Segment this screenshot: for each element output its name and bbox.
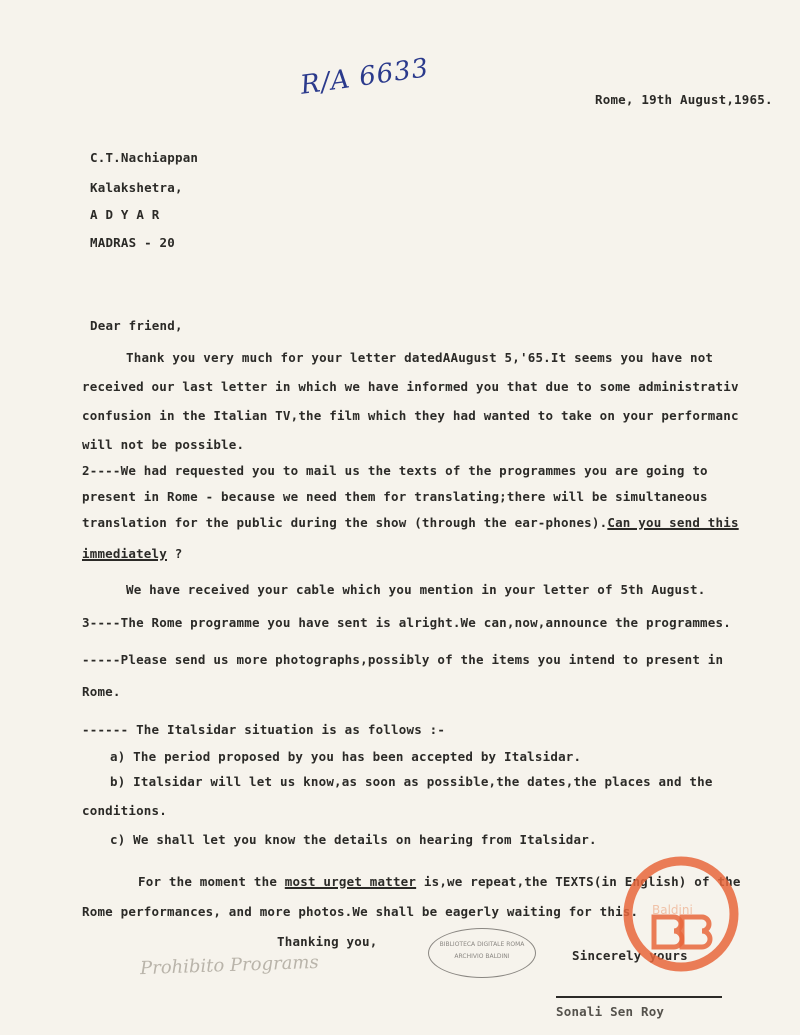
italsidar-intro: ------ The Italsidar situation is as follows :-	[82, 722, 446, 737]
signature-name: Sonali Sen Roy	[556, 1004, 665, 1019]
para2-line-1: 2----We had requested you to mail us the texts of the programmes you are going to	[82, 463, 708, 478]
para2-line-4	[82, 546, 182, 561]
address-line-1: C.T.Nachiappan	[90, 150, 199, 165]
baldini-logo-text: Baldini	[652, 903, 693, 917]
salutation: Dear friend,	[90, 318, 183, 333]
para7-line-1c: is,we repeat,the TEXTS(in English) of the	[416, 874, 741, 889]
para1-line-3: confusion in the Italian TV,the film which they had wanted to take on your performanc	[82, 408, 739, 423]
item-c: c) We shall let you know the details on hearing from Italsidar.	[110, 832, 597, 847]
para2-line-4b: ?	[166, 546, 183, 561]
para1-line-2: received our last letter in which we have informed you that due to some administrativ	[82, 379, 739, 394]
item-b-line-2: conditions.	[82, 803, 167, 818]
para1-line-4: will not be possible.	[82, 437, 245, 452]
address-line-2: Kalakshetra,	[90, 180, 183, 195]
pencil-note: Prohibito Programs	[139, 951, 320, 980]
item-a: a) The period proposed by you has been accepted by Italsidar.	[110, 749, 582, 764]
para2-line-3	[82, 515, 739, 530]
para2-line-2: present in Rome - because we need them for translating;there will be simultaneous	[82, 489, 708, 504]
signature-rule	[556, 996, 722, 998]
emphasis-immediately: immediately	[82, 546, 167, 561]
emphasis-most-urget-matter: most urget matter	[284, 874, 417, 889]
para7-line-2: Rome performances, and more photos.We shall be eagerly waiting for this.	[82, 904, 639, 919]
sign-off: Sincerely yours	[572, 948, 688, 963]
date-line: Rome, 19th August,1965.	[595, 92, 773, 107]
para3: We have received your cable which you mention in your letter of 5th August.	[126, 582, 706, 597]
archive-stamp: BIBLIOTECA DIGITALE ROMA ARCHIVIO BALDINI	[428, 928, 536, 978]
para5-line-2: Rome.	[82, 684, 121, 699]
address-line-3: A D Y A R	[90, 207, 160, 222]
para5-line-1: -----Please send us more photographs,possibly of the items you intend to present in	[82, 652, 724, 667]
para2-line-3a: translation for the public during the show (through the ear-phones).	[82, 515, 608, 530]
para4: 3----The Rome programme you have sent is alright.We can,now,announce the programmes.	[82, 615, 731, 630]
address-line-4: MADRAS - 20	[90, 235, 175, 250]
emphasis-send-this: Can you send this	[607, 515, 739, 530]
item-b-line-1: b) Italsidar will let us know,as soon as possible,the dates,the places and the	[110, 774, 713, 789]
closing: Thanking you,	[277, 934, 378, 949]
para1-line-1: Thank you very much for your letter datedAAugust 5,'65.It seems you have not	[126, 350, 714, 365]
archive-annotation: R/A 6633	[298, 53, 432, 101]
para7-line-1a: For the moment the	[138, 874, 285, 889]
